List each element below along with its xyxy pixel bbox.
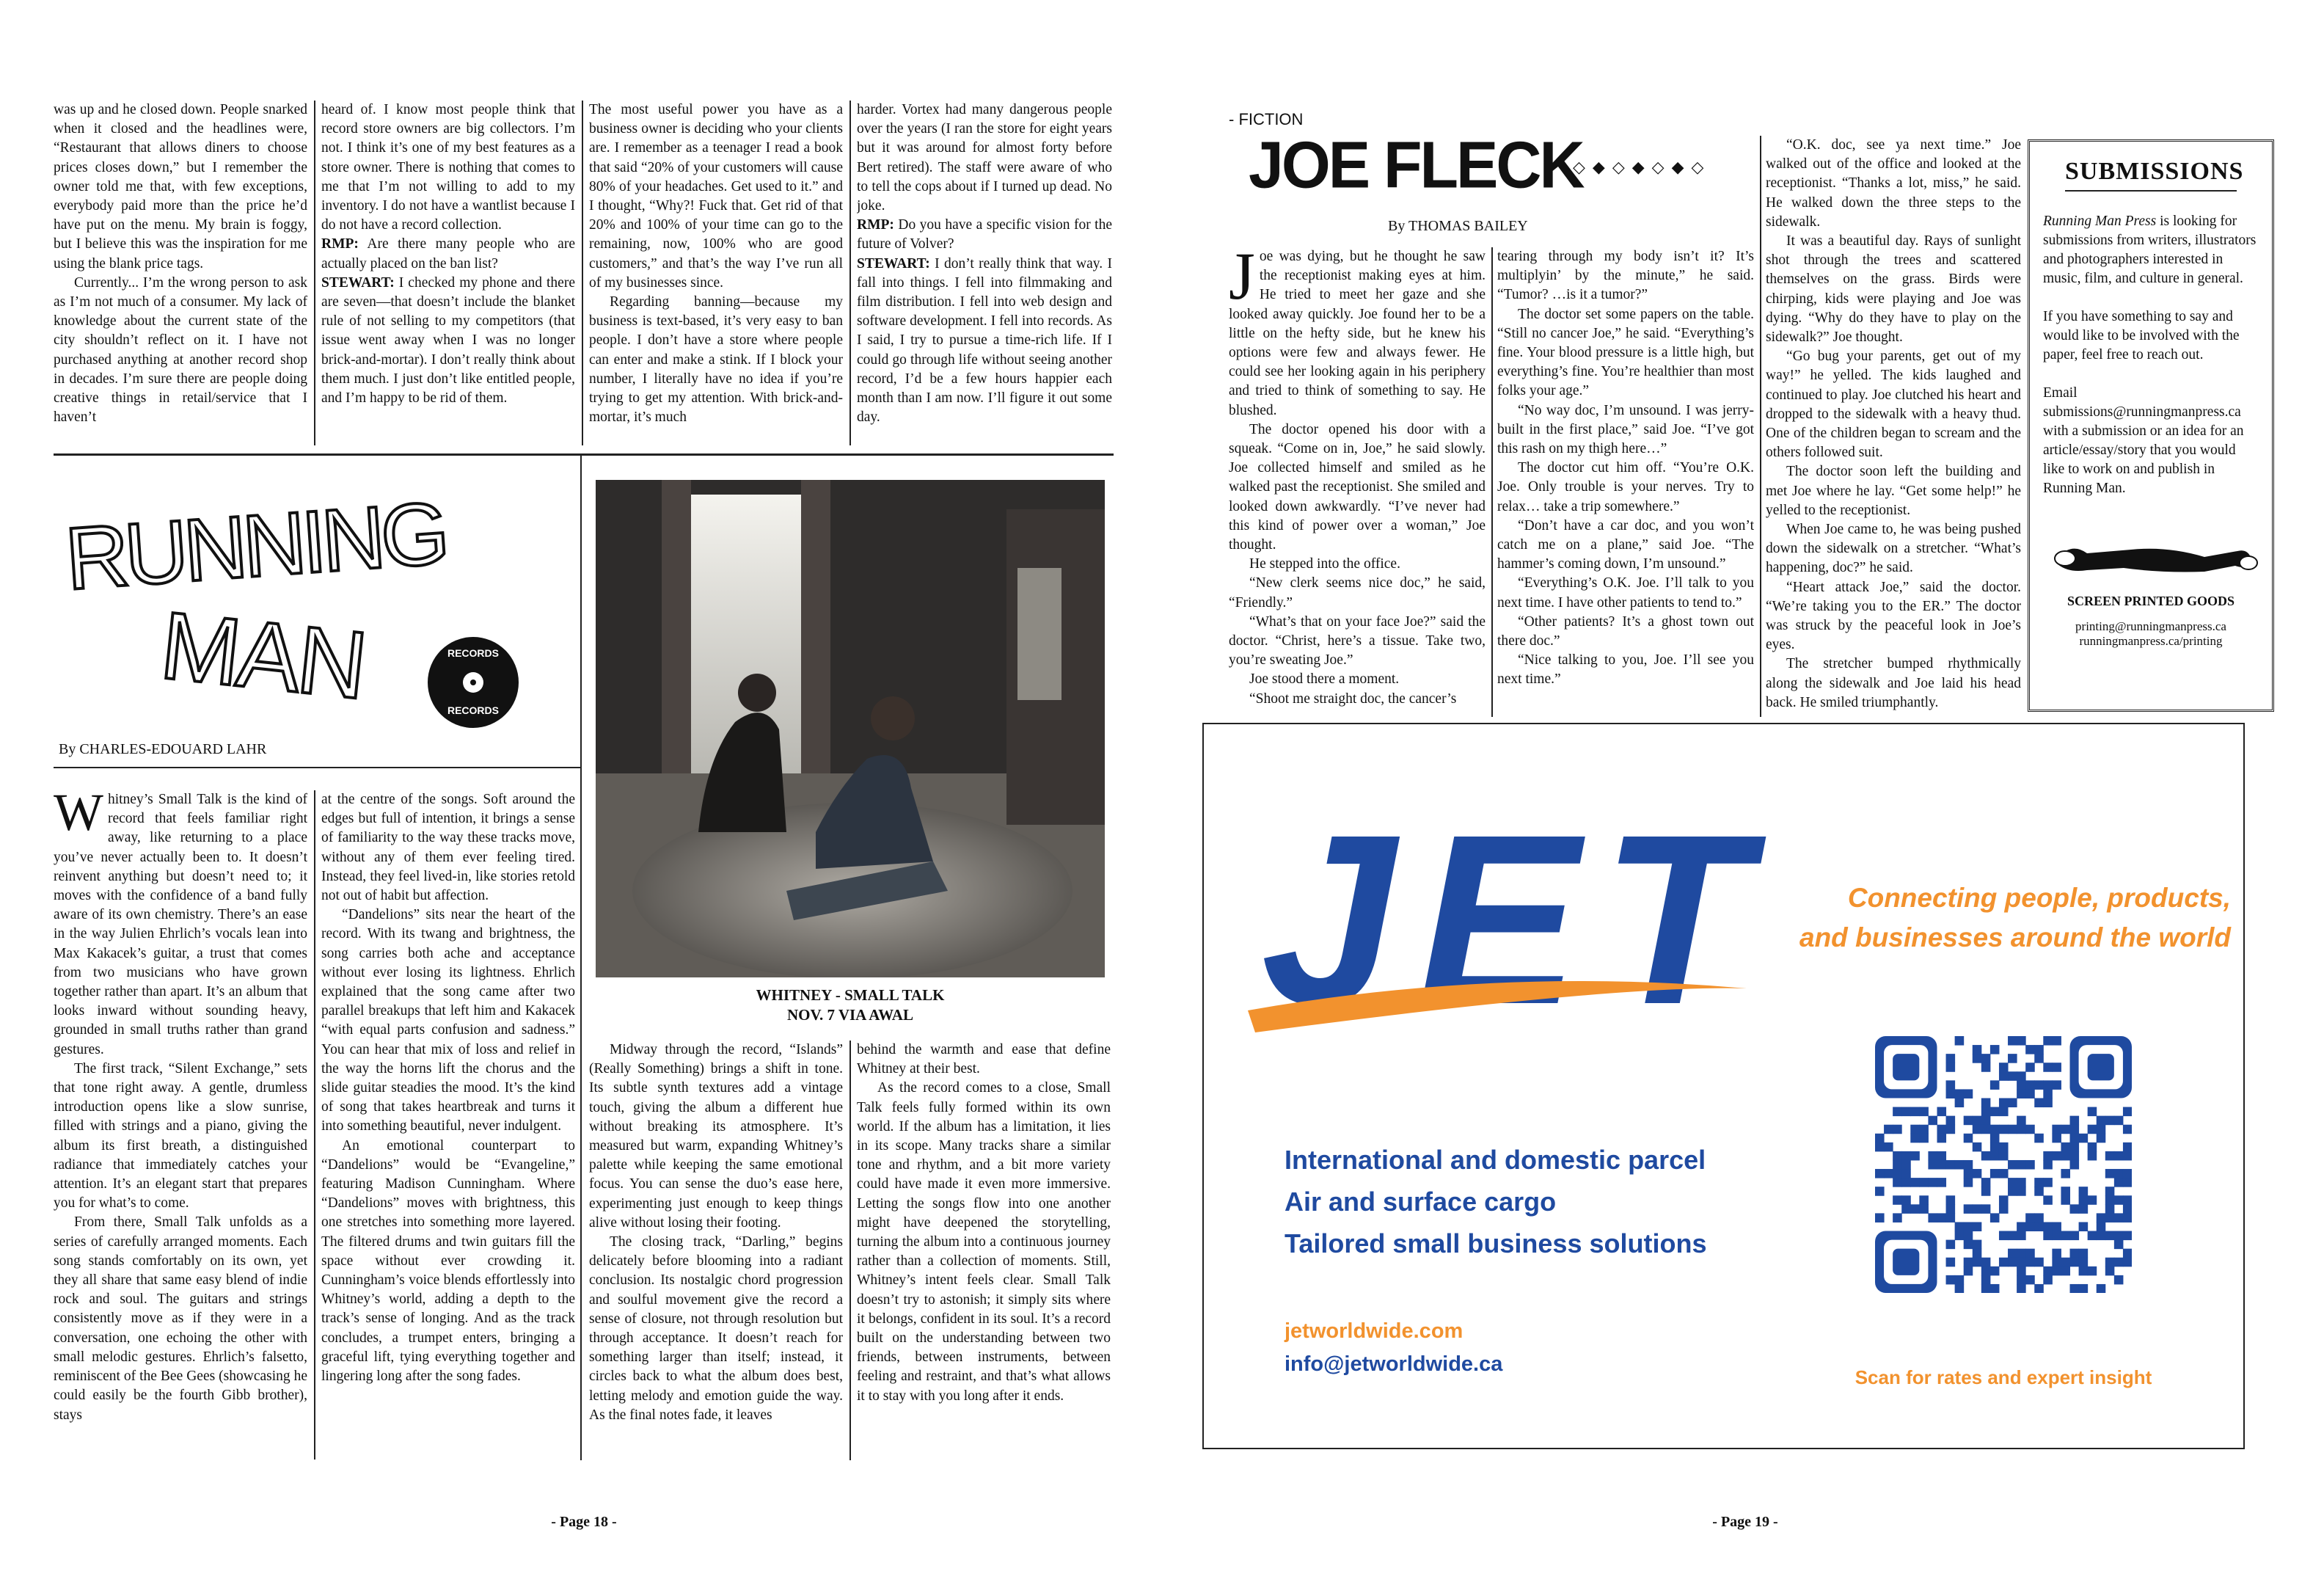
story-paragraph: “Heart attack Joe,” said the doctor. “We’re taking you to the ER.” The doctor was struck by the peaceful look in Joe’s eyes. [1766, 579, 2021, 653]
review-paragraph: behind the warmth and ease that define Whitney at their best. [857, 1042, 1111, 1077]
drop-cap: J [1229, 247, 1255, 313]
story-column-3 [1766, 136, 2021, 717]
review-paragraph: at the centre of the songs. Soft around the edges but full of intention, it brings a sense of familiarity to the way these tracks move, without any of them ever feeling tired. Instead, they feel lived-in, like stories retold not out of habit but affection. [321, 792, 575, 904]
record-label-bottom: RECORDS [447, 704, 500, 716]
story-paragraph: “Don’t have a car doc, and you won’t catch me on a plane,” said Joe. “The hammer’s coming down, I’m unsound.” [1497, 517, 1754, 572]
submissions-box [2028, 139, 2274, 712]
logo-line-1: RUNNING [62, 484, 449, 609]
running-man-icon [2043, 528, 2263, 586]
story-paragraph: The doctor set some papers on the table. “Still no cancer Joe,” he said. “Everything’s fine. Your blood pressure is a little high, but everything’s fine. You’re healthier than most folks your age.” [1497, 306, 1754, 399]
interview-column-2 [321, 101, 575, 445]
review-paragraph: “Dandelions” sits near the heart of the record. With its twang and brightness, the song carries both ache and acceptance without ever losing its lightness. Ehrlich explained that the song came after two parallel breakups that left him and Kakacek “with equal parts confusion and sadness.” You can hear that mix of loss and relief in the way the horns lift the chorus and the slide guitar steadies the mood. It’s the kind of song that takes heartbreak and turns it into something beautiful, never indulgent. [321, 907, 575, 1134]
caption-date: NOV. 7 VIA AWAL [787, 1006, 913, 1024]
story-column-2 [1497, 247, 1754, 717]
story-paragraph: It was a beautiful day. Rays of sunlight shot through the trees and scattered themselves on the grass. Birds were chirping, kids were playing and Joe was dying. “Why do they have to play on the sidewalk?” Joe thought. [1766, 233, 2021, 346]
review-paragraph: As the record comes to a close, Small Talk feels fully formed within its own world. If the album has a limitation, it lies in its scope. Many tracks share a similar tone and rhythm, and a bit more variety could have made it even more immersive. Letting the songs flow into one another might have deepened the storytelling, turning the album into a continuous journey rather than a collection of moments. Still, Whitney’s intent feels clear. Small Talk doesn’t try to astonish; it simply sits where it belongs, confident in its soul. It’s a record built on the understanding between two friends, between instruments, between feeling and restraint, and that’s what allows it to stay with you long after it ends. [857, 1080, 1111, 1404]
qr-code-icon[interactable] [1875, 1036, 2132, 1293]
interview-question: RMP: Are there many people who are actually placed on the ban list? [321, 236, 575, 272]
interview-paragraph: heard of. I know most people think that record store owners are big collectors. I’m not. I think it’s one of my best features as a store owner. There is nothing that comes to me that I’m not willing to add to my inventory. I do not have a wantlist because I do not have a record collection. [321, 102, 575, 233]
column-divider [314, 790, 315, 1460]
interview-answer: STEWART: I checked my phone and there are seven—that doesn’t include the blanket rule of not selling to my competitors (that issue went away when I was no longer brick-and-mortar). I don’t really think about them much. I just don’t like entitled people, and I’m happy to be rid of them. [321, 274, 575, 407]
jet-service-item: Air and surface cargo [1285, 1187, 1557, 1217]
photo-caption [596, 985, 1105, 1025]
story-paragraph: “No way doc, I’m unsound. I was jerry-built in the first place,” said Joe. “I’ve got this rash on my thigh here…” [1497, 402, 1754, 457]
story-byline: By THOMAS BAILEY [1388, 218, 1528, 234]
jet-service-item: International and domestic parcel [1285, 1145, 1706, 1175]
jet-tagline-line-1: Connecting people, products, [1847, 883, 2231, 913]
story-paragraph: “Go bug your parents, get out of my way!” he yelled. The kids laughed and continued to play. Joe clutched his heart and dropped to the sidewalk with a heavy thud. One of the children began to scream and the others followed suit. [1766, 349, 2021, 461]
interview-column-1 [54, 101, 307, 445]
review-paragraph: Midway through the record, “Islands” (Really Something) brings a shift in tone. Its subtle synth textures add a vintage touch, giving the album a different hue without breaking its atmosphere. It’s measured but warm, expanding Whitney’s palette while keeping the same emotional focus. You can sense the duo’s ease here, experimenting just enough to keep things alive without losing their footing. [589, 1042, 843, 1231]
whitney-band-photo [596, 480, 1105, 977]
review-column-4 [857, 1041, 1111, 1460]
record-label-top: RECORDS [447, 647, 500, 659]
column-divider [314, 101, 315, 445]
review-paragraph: The closing track, “Darling,” begins delicately before blooming into a radiant conclusion. Its nostalgic chord progression and soulful movement give the record a sense of closure, not through resolution but through acceptance. It doesn’t reach for something larger than itself; instead, it circles back to what the album does best, letting melody and emotion guide the way. As the final notes fade, it leaves [589, 1234, 843, 1423]
story-paragraph: tearing through my body isn’t it? It’s multiplyin’ by the minute,” he said. “Tumor? …is it a tumor?” [1497, 249, 1754, 303]
drop-cap: W [54, 790, 103, 842]
submissions-body [2043, 212, 2259, 498]
submissions-paragraph: Email submissions@runningmanpress.ca with a submission or an idea for an article/essay/story that you would like to work on and publish in Running Man. [2043, 385, 2244, 496]
jet-website-link[interactable]: jetworldwide.com [1285, 1319, 1464, 1343]
interview-paragraph: harder. Vortex had many dangerous people over the years (I ran the store for eight years but it was around for almost forty before Bert retired). The staff were aware of who to tell the cops about if I turned up dead. No joke. [857, 102, 1112, 214]
running-man-records-logo [59, 470, 572, 734]
submissions-paragraph: If you have something to say and would like to be involved with the paper, feel free to reach out. [2043, 309, 2240, 362]
interview-paragraph: Regarding banning—because my business is text-based, it’s very easy to ban people. I don’t have a store where people can enter and make a stink. If I block your number, I literally have no idea if you’re trying to get my attention. With brick-and-mortar, it’s much [589, 294, 843, 426]
story-paragraph: The stretcher bumped rhythmically along the sidewalk and Joe laid his head back. He smiled triumphantly. [1766, 656, 2021, 710]
byline-divider [54, 767, 580, 768]
column-divider [849, 101, 851, 445]
interview-answer: STEWART: I don’t really think that way. I fall into things. I fell into filmmaking and film distribution. I fell into web design and software development. I fell into records. As I said, I try to pursue a time-rich life. If I could go through life without seeing another record, I’d be a few hours happier each month than I am now. I’ll figure it out some day. [857, 255, 1112, 426]
jet-advertisement [1202, 723, 2245, 1449]
story-paragraph: Joe stood there a moment. [1249, 671, 1400, 688]
jet-services [1285, 1139, 1706, 1264]
review-paragraph: An emotional counterpart to “Dandelions” would be “Evangeline,” featuring Madison Cunningham. Where “Dandelions” moves with brightness, this one stretches into something more layered. The filtered drums and twin guitars fill the space without ever crowding it. Cunningham’s voice blends effortlessly into Whitney’s world, adding a depth to the track’s sense of longing. And as the track concludes, a trumpet enters, bringing a graceful lift, tying everything together and lingering long after the song fades. [321, 1137, 575, 1385]
logo-line-2: MAN [156, 591, 370, 719]
page-number: - Page 18 - [551, 1514, 617, 1530]
story-paragraph: He stepped into the office. [1249, 556, 1400, 572]
story-paragraph: When Joe came to, he was being pushed down the sidewalk on a stretcher. “What’s happening, doc?” he said. [1766, 522, 2021, 576]
story-paragraph: “Other patients? It’s a ghost town out there doc.” [1497, 613, 1754, 649]
section-divider [54, 453, 1114, 456]
jet-tagline [1732, 878, 2231, 958]
interview-paragraph: The most useful power you have as a business owner is deciding who your clients are. I remember as a teenager I read a book that said “20% of your customers will cause 80% of your headaches. Get used to it.” and I thought, “Why?! Fuck that. Get rid of that 20% and 100% of your time can go to the remaining, now, 100% who are good customers,” and that’s the way I’ve run all of my businesses since. [589, 102, 843, 291]
review-column-1 [54, 790, 307, 1460]
story-column-1 [1229, 247, 1486, 717]
story-paragraph: The doctor soon left the building and met Joe where he lay. “Get some help!” he yelled to the receptionist. [1766, 464, 2021, 518]
review-byline: By CHARLES-EDOUARD LAHR [59, 741, 267, 757]
column-divider [849, 1041, 851, 1460]
column-divider [582, 101, 583, 445]
caption-title: WHITNEY - SMALL TALK [756, 986, 945, 1004]
story-title: JOE FLECK [1249, 128, 1583, 203]
submissions-paragraph: Running Man Press is looking for submissions from writers, illustrators and photographers interested in music, film, and culture in general. [2043, 214, 2257, 286]
story-paragraph: “O.K. doc, see ya next time.” Joe walked out of the office and looked at the receptionist. “Thanks a lot, miss,” he said. He walked down the three steps to the sidewalk. [1766, 137, 2021, 230]
jet-tagline-line-2: and businesses around the world [1799, 922, 2231, 952]
page-number: - Page 19 - [1712, 1514, 1778, 1530]
goods-email[interactable]: printing@runningmanpress.ca [2075, 619, 2226, 633]
page-19 [1162, 0, 2324, 1585]
story-paragraph: “What’s that on your face Joe?” said the doctor. “Christ, here’s a tissue. Take two, you’re sweating Joe.” [1229, 613, 1486, 668]
interview-paragraph: Currently... I’m the wrong person to ask as I’m not much of a consumer. My lack of knowledge about the current state of the city shouldn’t reflect on it. I have not purchased anything at another record shop in decades. I’m sure there are people doing creative things in retail/service that I haven’t [54, 274, 307, 426]
goods-title: SCREEN PRINTED GOODS [2067, 594, 2235, 608]
column-divider [1760, 136, 1761, 717]
story-paragraph: “Everything’s O.K. Joe. I’ll talk to you next time. I have other patients to tend to.” [1497, 575, 1754, 611]
interview-column-4 [857, 101, 1112, 445]
qr-caption: Scan for rates and expert insight [1855, 1366, 2152, 1388]
interview-question: RMP: Do you have a specific vision for the future of Volver? [857, 217, 1112, 252]
review-paragraph: The first track, “Silent Exchange,” sets that tone right away. A gentle, drumless introduction opens like a slow sunrise, filled with strings and a piano, giving the album its first breath, a distinguished radiance that immediately catches your attention. It’s an elegant start that prepares you for what’s to come. [54, 1060, 307, 1211]
story-paragraph: “Nice talking to you, Joe. I’ll see you next time.” [1497, 652, 1754, 688]
record-icon [428, 637, 519, 728]
story-paragraph: The doctor opened his door with a squeak. “Come on in, Joe,” he said slowly. Joe collected himself and smiled as he walked past the receptionist. She smiled and looked down awkwardly. “I’ve never had this kind of power over a woman,” Joe thought. [1229, 421, 1486, 553]
interview-paragraph: was up and he closed down. People snarked when it closed and the headlines were, “Restaurant that allows diners to choose prices closes down,” but I remember the owner told me that, with few exceptions, everybody paid more than the price he’d have put on the menu. My brain is foggy, but I believe this was the inspiration for me using the blank price tags. [54, 102, 307, 272]
jet-email-link[interactable]: info@jetworldwide.ca [1285, 1352, 1503, 1376]
logo-artwork [59, 470, 572, 734]
jet-brand-logo: JET [1261, 784, 1772, 1054]
photo-illustration [596, 480, 1105, 977]
interview-column-3 [589, 101, 843, 445]
story-paragraph: The doctor cut him off. “You’re O.K. Joe. Only trouble is your nerves. Try to relax… take a trip somewhere.” [1497, 460, 1754, 514]
story-paragraph: Joe was dying, but he thought he saw the receptionist making eyes at him. He tried to meet her gaze and she looked away quickly. Joe found her to be a little on the hefty side, but he knew his options were few and always fewer. He could see her looking again in his periphery and tried to think of something to say. He blushed. [1229, 247, 1486, 418]
story-paragraph: “Shoot me straight doc, the cancer’s [1249, 691, 1457, 707]
qr-code-graphic [1875, 1036, 2132, 1293]
review-paragraph: Whitney’s Small Talk is the kind of record that feels familiar right away, like returning to a place you’ve never actually been to. It doesn’t reinvent anything but doesn’t need to; it moves with the confidence of a band fully aware of its own chemistry. There’s an ease in the way Julien Ehrlich’s vocals lean into Max Kakacek’s guitar, a trust that comes from two musicians who have grown together rather than apart. It’s an album that looks inward without sounding heavy, grounded in small truths rather than grand gestures. [54, 790, 307, 1057]
story-paragraph: “New clerk seems nice doc,” he said, “Friendly.” [1229, 575, 1486, 611]
review-paragraph: From there, Small Talk unfolds as a series of carefully arranged moments. Each song stands comfortably on its own, yet they all share that same easy blend of indie rock and soul. The guitars and strings consistently move as if they were in a conversation, one echoing the other with small melodic gestures. Ehrlich’s falsetto, reminiscent of the Bee Gees (showcasing he could easily be the fourth Gibb brother), stays [54, 1214, 307, 1423]
review-column-3 [589, 1041, 843, 1460]
review-column-2 [321, 790, 575, 1460]
submissions-title: SUBMISSIONS [2065, 158, 2237, 192]
column-divider [1491, 247, 1493, 717]
column-divider [580, 455, 582, 1460]
jet-contact [1285, 1315, 1502, 1381]
goods-url[interactable]: runningmanpress.ca/printing [2079, 634, 2223, 648]
section-label: - FICTION [1229, 110, 1304, 128]
jet-service-item: Tailored small business solutions [1285, 1228, 1707, 1258]
title-ornament: ◇◆◇◆◇◆◇ [1573, 158, 1711, 176]
